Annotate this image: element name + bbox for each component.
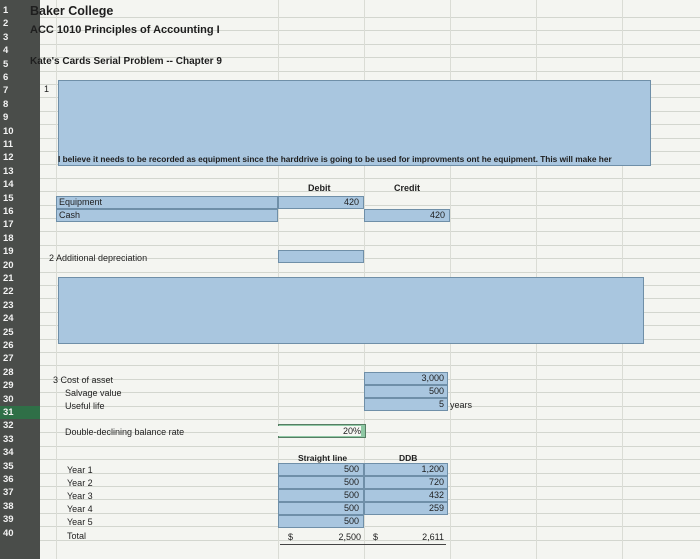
debit-value: 420: [343, 197, 359, 207]
additional-depreciation-cell[interactable]: [278, 250, 364, 263]
sl-dollar-sign: $: [288, 532, 294, 542]
row-gridline: [40, 17, 700, 18]
row-number[interactable]: 17: [3, 219, 14, 230]
total-label: Total: [67, 531, 87, 541]
debit-header: Debit: [308, 183, 331, 193]
row-number[interactable]: 37: [3, 487, 14, 498]
year-label: Year 1: [67, 465, 93, 475]
row-number[interactable]: 3: [3, 32, 9, 43]
row-number[interactable]: 12: [3, 152, 14, 163]
row-gridline: [40, 71, 700, 72]
ddb-value: 1,200: [421, 464, 444, 474]
straight-line-value: 500: [343, 516, 359, 526]
row-number[interactable]: 26: [3, 340, 14, 351]
cash-label: Cash: [59, 210, 81, 220]
column-gridline: [56, 0, 57, 559]
year-label: Year 5: [67, 517, 93, 527]
row-gridline: [40, 44, 700, 45]
row-number[interactable]: 10: [3, 126, 14, 137]
row-number[interactable]: 11: [3, 139, 14, 150]
explanation-text[interactable]: I believe it needs to be recorded as equipment since the harddrive is going to be used for improvments ont he equipment. This will make her: [58, 154, 612, 164]
row-number[interactable]: 24: [3, 313, 14, 324]
row-gridline: [40, 419, 700, 420]
item1-number[interactable]: 1: [44, 84, 50, 94]
years-label: years: [450, 400, 473, 410]
row-number[interactable]: 21: [3, 273, 14, 284]
row-gridline: [40, 459, 700, 460]
row-number[interactable]: 6: [3, 72, 9, 83]
row-number[interactable]: 7: [3, 85, 9, 96]
row-number[interactable]: 34: [3, 447, 14, 458]
useful-life-label: Useful life: [65, 401, 105, 411]
straight-line-value: 500: [343, 477, 359, 487]
row-gridline: [40, 191, 700, 192]
year-label: Year 3: [67, 491, 93, 501]
credit-value: 420: [429, 210, 445, 220]
useful-life-value: 5: [438, 399, 444, 409]
year-label: Year 2: [67, 478, 93, 488]
row-number[interactable]: 22: [3, 286, 14, 297]
ddb-header: DDB: [399, 453, 418, 463]
ddb-dollar-sign: $: [373, 532, 379, 542]
row-number[interactable]: 20: [3, 260, 14, 271]
row-gridline: [40, 272, 700, 273]
account-cell-cash[interactable]: [56, 209, 278, 222]
row-number[interactable]: 36: [3, 474, 14, 485]
row-number[interactable]: 18: [3, 233, 14, 244]
row-number[interactable]: 35: [3, 461, 14, 472]
row-number[interactable]: 28: [3, 367, 14, 378]
row-number[interactable]: 19: [3, 246, 14, 257]
row-number[interactable]: 23: [3, 300, 14, 311]
row-number[interactable]: 31: [0, 406, 40, 419]
row-gridline: [40, 178, 700, 179]
ddb-value: 720: [428, 477, 444, 487]
row-gridline: [40, 231, 700, 232]
salvage-value: 500: [428, 386, 444, 396]
row-gridline: [40, 245, 700, 246]
row-number[interactable]: 2: [3, 18, 9, 29]
ddb-total[interactable]: 2,611: [422, 532, 444, 542]
course-title[interactable]: ACC 1010 Principles of Accounting I: [30, 24, 220, 36]
row-number[interactable]: 8: [3, 99, 9, 110]
equipment-label: Equipment: [59, 197, 103, 207]
row-number[interactable]: 15: [3, 193, 14, 204]
answer-textbox-2[interactable]: [58, 277, 644, 344]
row-gridline: [40, 352, 700, 353]
straight-line-value: 500: [343, 490, 359, 500]
ddb-rate-label: Double-declining balance rate: [65, 427, 185, 437]
row-number[interactable]: 29: [3, 380, 14, 391]
row-number[interactable]: 38: [3, 501, 14, 512]
row-gridline: [40, 365, 700, 366]
row-number[interactable]: 14: [3, 179, 14, 190]
ddb-rate-value: 20%: [278, 426, 361, 436]
row-number[interactable]: 16: [3, 206, 14, 217]
item2-label[interactable]: 2 Additional depreciation: [49, 253, 148, 263]
problem-title[interactable]: Kate's Cards Serial Problem -- Chapter 9: [30, 56, 222, 67]
row-gridline: [40, 526, 700, 527]
row-number[interactable]: 9: [3, 112, 9, 123]
total-underline: [280, 544, 446, 545]
row-number[interactable]: 25: [3, 327, 14, 338]
straight-line-header: Straight line: [298, 453, 348, 463]
row-number[interactable]: 30: [3, 394, 14, 405]
ddb-value: 432: [428, 490, 444, 500]
row-number[interactable]: 4: [3, 45, 9, 56]
row-number[interactable]: 1: [3, 5, 9, 16]
cost-value: 3,000: [421, 373, 444, 383]
cost-label: 3 Cost of asset: [53, 375, 114, 385]
salvage-label: Salvage value: [65, 388, 122, 398]
row-number[interactable]: 39: [3, 514, 14, 525]
row-number[interactable]: 32: [3, 420, 14, 431]
row-number[interactable]: 5: [3, 59, 9, 70]
ddb-value: 259: [428, 503, 444, 513]
college-title[interactable]: Baker College: [30, 4, 114, 18]
straight-line-value: 500: [343, 464, 359, 474]
straight-line-value: 500: [343, 503, 359, 513]
row-number[interactable]: 33: [3, 434, 14, 445]
row-gridline: [40, 446, 700, 447]
row-number[interactable]: 40: [3, 528, 14, 539]
row-number[interactable]: 27: [3, 353, 14, 364]
straight-line-total[interactable]: 2,500: [338, 532, 361, 542]
credit-header: Credit: [394, 183, 421, 193]
row-number[interactable]: 13: [3, 166, 14, 177]
year-label: Year 4: [67, 504, 93, 514]
